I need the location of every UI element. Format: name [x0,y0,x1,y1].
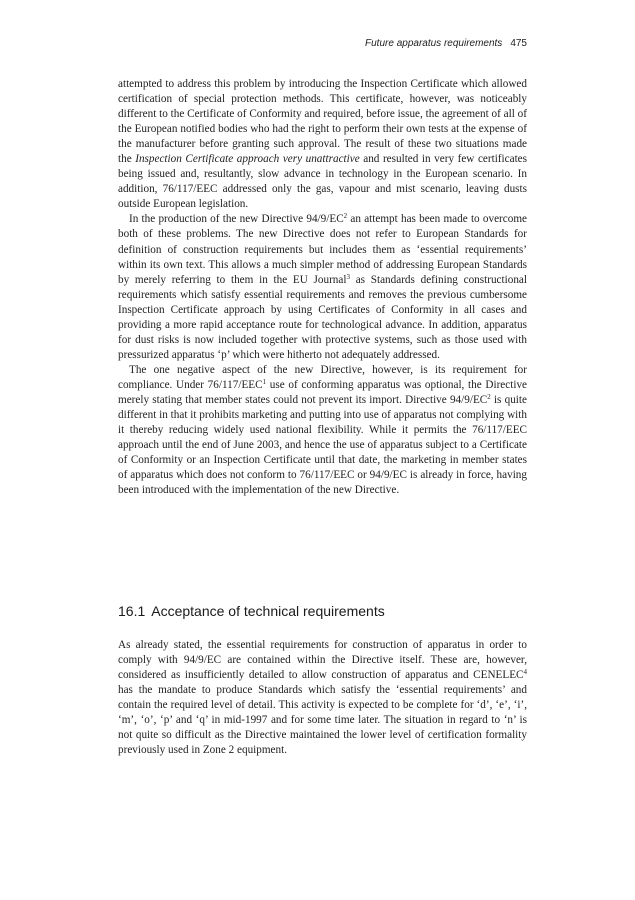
text-run: use of conforming apparatus was optional, the Directive merely stating that member states could not prevent its import. Directive 94/9/EC [118,378,527,406]
footnote-ref: 2 [343,212,348,221]
paragraph [118,212,527,362]
text-run: As already stated, the essential requirements for construction of apparatus in order to comply with 94/9/EC are contained within the Directive itself. These are, however, considered as insufficiently detailed to allow construction of apparatus and CENELEC [118,639,527,682]
text-run: has the mandate to produce Standards which satisfy the ‘essential requirements’ and contain the required level of detail. This activity is expected to be complete for ‘d’, ‘e’, ‘i’, ‘m’, ‘o’, ‘p’ and ‘q’ in mid-1997 and for some time later. The situation in regard to ‘n’ is not quite so difficult as the Directive maintained the lower level of certification formality previously used in Zone 2 equipment. [118,684,527,757]
text-run: attempted to address this problem by introducing the Inspection Certificate which allowed certification of special protection methods. This certificate, however, was noticeably different to the Certificate of Conformity and required, before issue, the agreement of all of the European notified bodies who had the right to perform their own tests at the expense of the manufacturer before granting such approval. The result of these two situations made the [118,78,527,166]
footnote-ref: 4 [523,668,527,677]
body-text [118,77,527,498]
text-run: The one negative aspect of the new Directive, however, is its requirement for compliance. Under 76/117/EEC [118,363,527,391]
section-body-text [118,638,527,758]
paragraph [118,363,527,498]
page-number: 475 [510,38,527,49]
text-run: is quite different in that it prohibits marketing and putting into use of apparatus not complying with it thereby reducing widely used national flexibility. While it permits the 76/117/EEC approach until the end of June 2003, and hence the use of apparatus subject to a Certificate of Conformity or an Inspection Certificate until that date, the marketing in member states of apparatus which does not conform to 76/117/EEC or 94/9/EC is already in force, having been introduced with the implementation of the new Directive. [118,393,527,497]
running-head-title: Future apparatus requirements [365,38,503,49]
text-run: an attempt has been made to overcome both of these problems. The new Directive does not refer to European Standards for definition of construction requirements but includes them as ‘essential requirements’ within its own text. This allows a much simpler method of addressing European Standards by merely referring to them in the EU Journal [118,213,527,286]
footnote-ref: 3 [346,272,350,281]
running-head [118,38,527,49]
section-number: 16.1 [118,603,146,619]
footnote-ref: 1 [262,377,267,386]
section-heading [118,603,527,619]
italic-phrase: Inspection Certificate approach very unattractive [135,153,360,166]
text-run: as Standards defining constructional requirements which satisfy essential requirements and removes the previous cumbersome Inspection Certificate approach by using Certificates of Conformity in all cases and providing a more rapid acceptance route for technological advance. In addition, apparatus for dust risks is now included together with protective systems, such as those used with pressurized apparatus ‘p’ which were hitherto not adequately addressed. [118,273,527,361]
text-run: and resulted in very few certificates being issued and, resultantly, slow advance in technology in the European scenario. In addition, 76/117/EEC addressed only the gas, vapour and mist scenario, leaving dusts outside European legislation. [118,153,528,211]
paragraph [118,77,527,212]
paragraph [118,638,527,758]
text-run: In the production of the new Directive 94/9/EC [129,213,344,226]
footnote-ref: 2 [487,392,491,401]
section-title: Acceptance of technical requirements [151,603,385,619]
